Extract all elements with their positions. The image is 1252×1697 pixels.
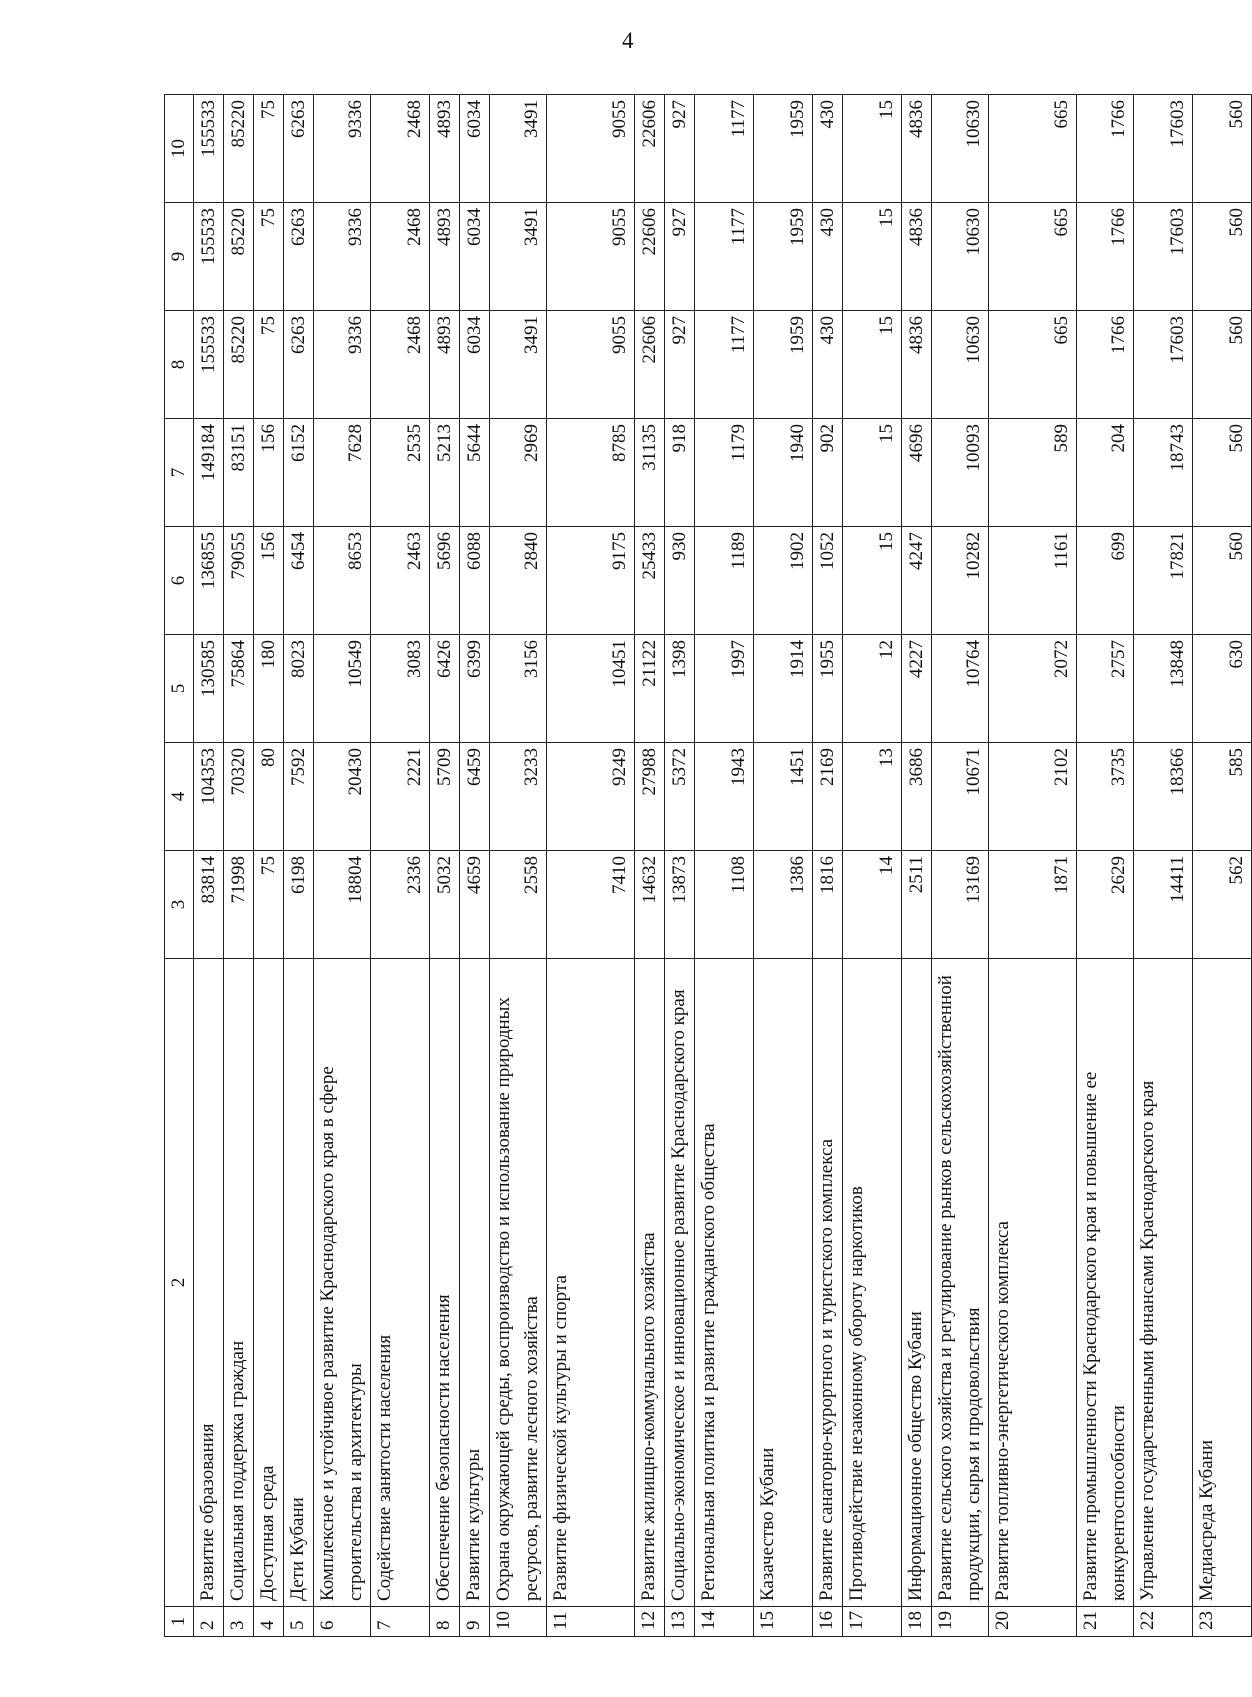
value-cell: 13873 <box>665 851 695 959</box>
value-cell: 14632 <box>635 851 665 959</box>
table-row <box>635 95 665 1637</box>
value-cell: 83814 <box>194 851 224 959</box>
value-cell: 9336 <box>314 203 371 311</box>
value-cell: 14411 <box>1134 851 1193 959</box>
program-name: Развитие жилищно-коммунального хозяйства <box>635 959 665 1607</box>
header-cell: 1 <box>165 1607 194 1637</box>
value-cell: 80 <box>254 743 284 851</box>
table-row <box>547 95 635 1637</box>
header-cell: 6 <box>165 527 194 635</box>
value-cell: 6263 <box>284 203 314 311</box>
value-cell: 17603 <box>1134 311 1193 419</box>
value-cell: 1959 <box>754 311 813 419</box>
table-row <box>224 95 254 1637</box>
value-cell: 1177 <box>695 311 754 419</box>
table-row <box>813 95 843 1637</box>
program-name: Комплексное и устойчивое развитие Краснодарского края в сфере строительства и архитектуры <box>314 959 371 1607</box>
value-cell: 75 <box>254 95 284 203</box>
value-cell: 562 <box>1193 851 1252 959</box>
program-name: Развитие сельского хозяйства и регулирование рынков сельскохозяйственной продукции, сырья и продовольствия <box>932 959 989 1607</box>
value-cell: 75 <box>254 203 284 311</box>
value-cell: 7592 <box>284 743 314 851</box>
header-cell: 4 <box>165 743 194 851</box>
table-row <box>371 95 430 1637</box>
value-cell: 9175 <box>547 527 635 635</box>
value-cell: 70320 <box>224 743 254 851</box>
value-cell: 665 <box>989 95 1077 203</box>
value-cell: 10764 <box>932 635 989 743</box>
value-cell: 15 <box>843 203 902 311</box>
program-name: Региональная политика и развитие гражданского общества <box>695 959 754 1607</box>
value-cell: 14 <box>843 851 902 959</box>
table-row <box>490 95 547 1637</box>
value-cell: 10630 <box>932 311 989 419</box>
value-cell: 5032 <box>430 851 460 959</box>
value-cell: 1914 <box>754 635 813 743</box>
value-cell: 560 <box>1193 527 1252 635</box>
value-cell: 1959 <box>754 203 813 311</box>
value-cell: 1940 <box>754 419 813 527</box>
program-name: Развитие образования <box>194 959 224 1607</box>
programs-table <box>164 94 1252 1637</box>
header-cell: 5 <box>165 635 194 743</box>
value-cell: 3156 <box>490 635 547 743</box>
table-row <box>989 95 1077 1637</box>
value-cell: 17603 <box>1134 203 1193 311</box>
value-cell: 15 <box>843 311 902 419</box>
value-cell: 6088 <box>460 527 490 635</box>
value-cell: 560 <box>1193 419 1252 527</box>
value-cell: 1955 <box>813 635 843 743</box>
value-cell: 156 <box>254 419 284 527</box>
table-row <box>1134 95 1193 1637</box>
row-number: 7 <box>371 1607 430 1637</box>
value-cell: 104353 <box>194 743 224 851</box>
value-cell: 3491 <box>490 203 547 311</box>
value-cell: 1052 <box>813 527 843 635</box>
row-number: 4 <box>254 1607 284 1637</box>
value-cell: 630 <box>1193 635 1252 743</box>
row-number: 6 <box>314 1607 371 1637</box>
value-cell: 155533 <box>194 95 224 203</box>
value-cell: 4893 <box>430 311 460 419</box>
value-cell: 1386 <box>754 851 813 959</box>
value-cell: 5213 <box>430 419 460 527</box>
value-cell: 6399 <box>460 635 490 743</box>
program-name: Развитие топливно-энергетического комплекса <box>989 959 1077 1607</box>
program-name: Охрана окружающей среды, воспроизводство и использование природных ресурсов, развитие лесного хозяйства <box>490 959 547 1607</box>
row-number: 3 <box>224 1607 254 1637</box>
value-cell: 204 <box>1077 419 1134 527</box>
value-cell: 665 <box>989 203 1077 311</box>
table-row <box>1193 95 1252 1637</box>
value-cell: 2336 <box>371 851 430 959</box>
value-cell: 3491 <box>490 311 547 419</box>
header-cell: 10 <box>165 95 194 203</box>
value-cell: 15 <box>843 419 902 527</box>
table-row <box>314 95 371 1637</box>
value-cell: 9336 <box>314 95 371 203</box>
value-cell: 1179 <box>695 419 754 527</box>
value-cell: 1871 <box>989 851 1077 959</box>
value-cell: 13 <box>843 743 902 851</box>
table-row <box>695 95 754 1637</box>
value-cell: 4836 <box>902 95 932 203</box>
value-cell: 75864 <box>224 635 254 743</box>
program-name: Развитие физической культуры и спорта <box>547 959 635 1607</box>
value-cell: 930 <box>665 527 695 635</box>
value-cell: 10451 <box>547 635 635 743</box>
value-cell: 17603 <box>1134 95 1193 203</box>
value-cell: 1398 <box>665 635 695 743</box>
value-cell: 6263 <box>284 95 314 203</box>
value-cell: 1451 <box>754 743 813 851</box>
value-cell: 6152 <box>284 419 314 527</box>
value-cell: 6034 <box>460 203 490 311</box>
value-cell: 6459 <box>460 743 490 851</box>
value-cell: 2468 <box>371 95 430 203</box>
value-cell: 430 <box>813 311 843 419</box>
value-cell: 2629 <box>1077 851 1134 959</box>
value-cell: 9055 <box>547 311 635 419</box>
header-cell: 2 <box>165 959 194 1607</box>
row-number: 20 <box>989 1607 1077 1637</box>
table-row <box>1077 95 1134 1637</box>
value-cell: 12 <box>843 635 902 743</box>
value-cell: 1766 <box>1077 95 1134 203</box>
value-cell: 560 <box>1193 311 1252 419</box>
value-cell: 560 <box>1193 95 1252 203</box>
row-number: 16 <box>813 1607 843 1637</box>
value-cell: 589 <box>989 419 1077 527</box>
row-number: 10 <box>490 1607 547 1637</box>
program-name: Противодействие незаконному обороту наркотиков <box>843 959 902 1607</box>
row-number: 8 <box>430 1607 460 1637</box>
value-cell: 22606 <box>635 203 665 311</box>
program-name: Содействие занятости населения <box>371 959 430 1607</box>
value-cell: 430 <box>813 95 843 203</box>
value-cell: 1766 <box>1077 203 1134 311</box>
value-cell: 155533 <box>194 203 224 311</box>
value-cell: 10630 <box>932 95 989 203</box>
value-cell: 1959 <box>754 95 813 203</box>
value-cell: 1943 <box>695 743 754 851</box>
row-number: 12 <box>635 1607 665 1637</box>
row-number: 14 <box>695 1607 754 1637</box>
value-cell: 5696 <box>430 527 460 635</box>
row-number: 13 <box>665 1607 695 1637</box>
value-cell: 15 <box>843 95 902 203</box>
value-cell: 8023 <box>284 635 314 743</box>
program-name: Развитие санаторно-курортного и туристского комплекса <box>813 959 843 1607</box>
header-cell: 3 <box>165 851 194 959</box>
table-row <box>460 95 490 1637</box>
row-number: 17 <box>843 1607 902 1637</box>
program-name: Обеспечение безопасности населения <box>430 959 460 1607</box>
value-cell: 6454 <box>284 527 314 635</box>
value-cell: 1108 <box>695 851 754 959</box>
value-cell: 2840 <box>490 527 547 635</box>
value-cell: 17821 <box>1134 527 1193 635</box>
value-cell: 83151 <box>224 419 254 527</box>
value-cell: 9336 <box>314 311 371 419</box>
program-name: Медиасреда Кубани <box>1193 959 1252 1607</box>
value-cell: 4836 <box>902 203 932 311</box>
value-cell: 10282 <box>932 527 989 635</box>
value-cell: 27988 <box>635 743 665 851</box>
value-cell: 156 <box>254 527 284 635</box>
value-cell: 9055 <box>547 203 635 311</box>
value-cell: 4659 <box>460 851 490 959</box>
value-cell: 3233 <box>490 743 547 851</box>
value-cell: 560 <box>1193 203 1252 311</box>
value-cell: 927 <box>665 311 695 419</box>
row-number: 5 <box>284 1607 314 1637</box>
value-cell: 4893 <box>430 203 460 311</box>
program-name: Доступная среда <box>254 959 284 1607</box>
value-cell: 75 <box>254 311 284 419</box>
rotated-table-frame <box>164 95 1247 1637</box>
value-cell: 149184 <box>194 419 224 527</box>
table-row <box>430 95 460 1637</box>
value-cell: 6034 <box>460 95 490 203</box>
value-cell: 4836 <box>902 311 932 419</box>
value-cell: 20430 <box>314 743 371 851</box>
table-row <box>284 95 314 1637</box>
value-cell: 2535 <box>371 419 430 527</box>
value-cell: 6263 <box>284 311 314 419</box>
value-cell: 918 <box>665 419 695 527</box>
value-cell: 5709 <box>430 743 460 851</box>
value-cell: 85220 <box>224 203 254 311</box>
value-cell: 2221 <box>371 743 430 851</box>
value-cell: 10630 <box>932 203 989 311</box>
value-cell: 180 <box>254 635 284 743</box>
program-name: Дети Кубани <box>284 959 314 1607</box>
value-cell: 927 <box>665 95 695 203</box>
value-cell: 2757 <box>1077 635 1134 743</box>
value-cell: 8653 <box>314 527 371 635</box>
value-cell: 4227 <box>902 635 932 743</box>
value-cell: 18804 <box>314 851 371 959</box>
value-cell: 1177 <box>695 203 754 311</box>
value-cell: 9249 <box>547 743 635 851</box>
value-cell: 3083 <box>371 635 430 743</box>
value-cell: 71998 <box>224 851 254 959</box>
value-cell: 18366 <box>1134 743 1193 851</box>
value-cell: 130585 <box>194 635 224 743</box>
value-cell: 136855 <box>194 527 224 635</box>
row-number: 23 <box>1193 1607 1252 1637</box>
value-cell: 31135 <box>635 419 665 527</box>
value-cell: 7628 <box>314 419 371 527</box>
table-body <box>165 95 1252 1637</box>
program-name: Управление государственными финансами Краснодарского края <box>1134 959 1193 1607</box>
value-cell: 22606 <box>635 95 665 203</box>
value-cell: 3491 <box>490 95 547 203</box>
table-row <box>843 95 902 1637</box>
value-cell: 5644 <box>460 419 490 527</box>
table-row <box>932 95 989 1637</box>
row-number: 15 <box>754 1607 813 1637</box>
header-cell: 7 <box>165 419 194 527</box>
value-cell: 430 <box>813 203 843 311</box>
value-cell: 1997 <box>695 635 754 743</box>
value-cell: 7410 <box>547 851 635 959</box>
value-cell: 1902 <box>754 527 813 635</box>
value-cell: 2072 <box>989 635 1077 743</box>
table-header-row <box>165 95 194 1637</box>
value-cell: 155533 <box>194 311 224 419</box>
value-cell: 13848 <box>1134 635 1193 743</box>
header-cell: 9 <box>165 203 194 311</box>
value-cell: 585 <box>1193 743 1252 851</box>
table-row <box>754 95 813 1637</box>
value-cell: 1177 <box>695 95 754 203</box>
value-cell: 4696 <box>902 419 932 527</box>
table-row <box>194 95 224 1637</box>
value-cell: 4893 <box>430 95 460 203</box>
value-cell: 902 <box>813 419 843 527</box>
header-cell: 8 <box>165 311 194 419</box>
program-name: Социально-экономическое и инновационное развитие Краснодарского края <box>665 959 695 1607</box>
value-cell: 665 <box>989 311 1077 419</box>
value-cell: 25433 <box>635 527 665 635</box>
value-cell: 2558 <box>490 851 547 959</box>
program-name: Развитие культуры <box>460 959 490 1607</box>
value-cell: 2468 <box>371 311 430 419</box>
value-cell: 2511 <box>902 851 932 959</box>
table-row <box>254 95 284 1637</box>
value-cell: 22606 <box>635 311 665 419</box>
value-cell: 13169 <box>932 851 989 959</box>
value-cell: 18743 <box>1134 419 1193 527</box>
value-cell: 75 <box>254 851 284 959</box>
value-cell: 699 <box>1077 527 1134 635</box>
value-cell: 85220 <box>224 95 254 203</box>
value-cell: 21122 <box>635 635 665 743</box>
page-number: 4 <box>622 28 634 53</box>
value-cell: 3735 <box>1077 743 1134 851</box>
value-cell: 9055 <box>547 95 635 203</box>
value-cell: 2969 <box>490 419 547 527</box>
value-cell: 2102 <box>989 743 1077 851</box>
table-row <box>902 95 932 1637</box>
value-cell: 1766 <box>1077 311 1134 419</box>
value-cell: 2468 <box>371 203 430 311</box>
value-cell: 15 <box>843 527 902 635</box>
value-cell: 8785 <box>547 419 635 527</box>
program-name: Развитие промышленности Краснодарского края и повышение ее конкурентоспособности <box>1077 959 1134 1607</box>
value-cell: 10093 <box>932 419 989 527</box>
program-name: Социальная поддержка граждан <box>224 959 254 1607</box>
row-number: 21 <box>1077 1607 1134 1637</box>
value-cell: 927 <box>665 203 695 311</box>
table-row <box>665 95 695 1637</box>
value-cell: 2463 <box>371 527 430 635</box>
value-cell: 2169 <box>813 743 843 851</box>
value-cell: 1161 <box>989 527 1077 635</box>
row-number: 22 <box>1134 1607 1193 1637</box>
value-cell: 6426 <box>430 635 460 743</box>
row-number: 18 <box>902 1607 932 1637</box>
value-cell: 10671 <box>932 743 989 851</box>
value-cell: 3686 <box>902 743 932 851</box>
row-number: 19 <box>932 1607 989 1637</box>
value-cell: 4247 <box>902 527 932 635</box>
program-name: Казачество Кубани <box>754 959 813 1607</box>
value-cell: 1816 <box>813 851 843 959</box>
value-cell: 10549 <box>314 635 371 743</box>
value-cell: 5372 <box>665 743 695 851</box>
value-cell: 1189 <box>695 527 754 635</box>
value-cell: 79055 <box>224 527 254 635</box>
row-number: 11 <box>547 1607 635 1637</box>
value-cell: 85220 <box>224 311 254 419</box>
row-number: 2 <box>194 1607 224 1637</box>
program-name: Информационное общество Кубани <box>902 959 932 1607</box>
value-cell: 6198 <box>284 851 314 959</box>
value-cell: 6034 <box>460 311 490 419</box>
row-number: 9 <box>460 1607 490 1637</box>
